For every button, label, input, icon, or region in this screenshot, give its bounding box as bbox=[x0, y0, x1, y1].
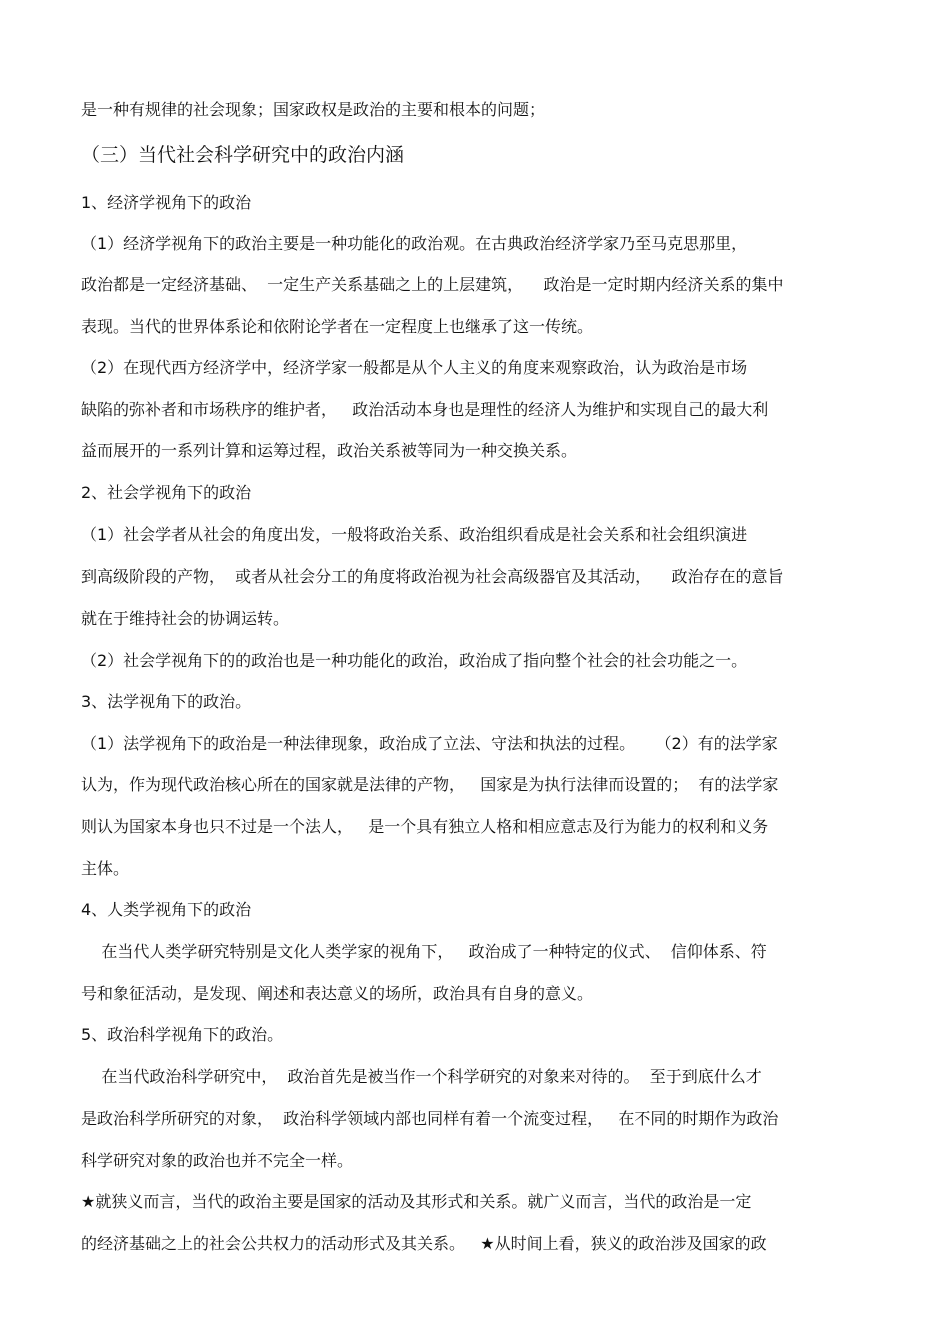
text-line: 政治都是一定经济基础、 一定生产关系基础之上的上层建筑， 政治是一定时期内经济关系的集中 bbox=[81, 275, 784, 294]
text-line: 益而展开的一系列计算和运筹过程，政治关系被等同为一种交换关系。 bbox=[81, 441, 578, 460]
text-line: （2）社会学视角下的的政治也是一种功能化的政治，政治成了指向整个社会的社会功能之一。 bbox=[81, 651, 748, 670]
text-line: 是政治科学所研究的对象， 政治科学领域内部也同样有着一个流变过程， 在不同的时期作为政治 bbox=[81, 1109, 779, 1128]
subsection-heading: 4、人类学视角下的政治 bbox=[81, 900, 252, 919]
section-heading: （三）当代社会科学研究中的政治内涵 bbox=[81, 144, 405, 166]
subsection-heading: 3、法学视角下的政治。 bbox=[81, 692, 252, 711]
text-line: （1）法学视角下的政治是一种法律现象，政治成了立法、守法和执法的过程。 （2）有的法学家 bbox=[81, 734, 778, 753]
subsection-heading: 2、社会学视角下的政治 bbox=[81, 483, 252, 502]
text-line: 认为，作为现代政治核心所在的国家就是法律的产物， 国家是为执行法律而设置的； 有的法学家 bbox=[81, 775, 779, 794]
text-line: 号和象征活动，是发现、阐述和表达意义的场所，政治具有自身的意义。 bbox=[81, 984, 594, 1003]
text-line: （1）经济学视角下的政治主要是一种功能化的政治观。在古典政治经济学家乃至马克思那里， bbox=[81, 234, 748, 253]
text-line: 的经济基础之上的社会公共权力的活动形式及其关系。 ★从时间上看，狭义的政治涉及国家的政 bbox=[81, 1234, 767, 1253]
text-line: ★就狭义而言，当代的政治主要是国家的活动及其形式和关系。就广义而言，当代的政治是一定 bbox=[81, 1192, 752, 1211]
text-line: 是一种有规律的社会现象；国家政权是政治的主要和根本的问题； bbox=[81, 100, 546, 119]
subsection-heading: 1、经济学视角下的政治 bbox=[81, 193, 252, 212]
text-line: 在当代政治科学研究中， 政治首先是被当作一个科学研究的对象来对待的。 至于到底什么才 bbox=[81, 1067, 762, 1086]
text-line: （1）社会学者从社会的角度出发，一般将政治关系、政治组织看成是社会关系和社会组织演进 bbox=[81, 525, 748, 544]
text-line: 在当代人类学研究特别是文化人类学家的视角下， 政治成了一种特定的仪式、 信仰体系、符 bbox=[81, 942, 767, 961]
text-line: 主体。 bbox=[81, 859, 130, 878]
text-line: （2）在现代西方经济学中，经济学家一般都是从个人主义的角度来观察政治，认为政治是市场 bbox=[81, 358, 748, 377]
text-line: 就在于维持社会的协调运转。 bbox=[81, 609, 290, 628]
text-line: 缺陷的弥补者和市场秩序的维护者， 政治活动本身也是理性的经济人为维护和实现自己的最大利 bbox=[81, 400, 769, 419]
text-line: 则认为国家本身也只不过是一个法人， 是一个具有独立人格和相应意志及行为能力的权利和义务 bbox=[81, 817, 769, 836]
text-line: 表现。当代的世界体系论和依附论学者在一定程度上也继承了这一传统。 bbox=[81, 317, 594, 336]
text-line: 科学研究对象的政治也并不完全一样。 bbox=[81, 1151, 354, 1170]
text-line: 到高级阶段的产物， 或者从社会分工的角度将政治视为社会高级器官及其活动， 政治存在的意旨 bbox=[81, 567, 784, 586]
subsection-heading: 5、政治科学视角下的政治。 bbox=[81, 1025, 284, 1044]
